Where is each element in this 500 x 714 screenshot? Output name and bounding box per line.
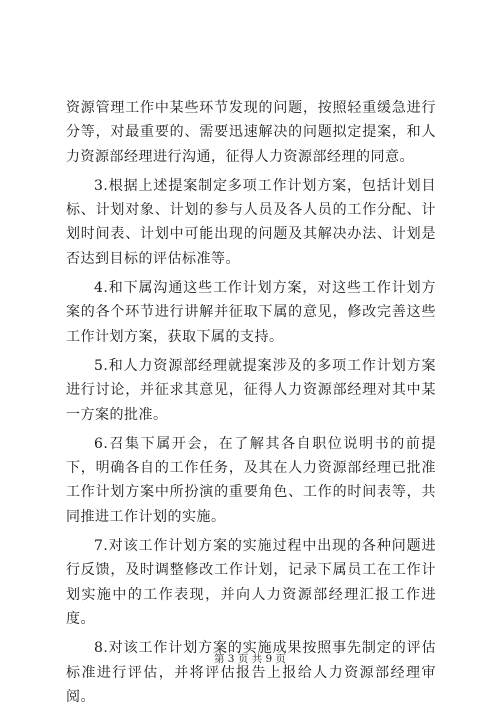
paragraph-item-8: 8.对该工作计划方案的实施成果按照事先制定的评估标准进行评估，并将评估报告上报给人力资源部经理审阅。 — [66, 640, 436, 705]
paragraph-item-3: 3.根据上述提案制定多项工作计划方案，包括计划目标、计划对象、计划的参与人员及各人员的工作分配、计划时间表、计划中可能出现的问题及其解决办法、计划是否达到目标的评估标准等。 — [66, 177, 436, 267]
document-body — [66, 96, 436, 714]
paragraph-item-4: 4.和下属沟通这些工作计划方案，对这些工作计划方案的各个环节进行讲解并征取下属的意见，修改完善这些工作计划方案，获取下属的支持。 — [66, 280, 436, 345]
paragraph-item-5: 5.和人力资源部经理就提案涉及的多项工作计划方案进行讨论，并征求其意见，征得人力资源部经理对其中某一方案的批准。 — [66, 357, 436, 423]
paragraph-continuation: 资源管理工作中某些环节发现的问题，按照轻重缓急进行分等，对最重要的、需要迅速解决的问题拟定提案，和人力资源部经理进行沟通，征得人力资源部经理的同意。 — [66, 100, 436, 165]
paragraph-item-7: 7.对该工作计划方案的实施过程中出现的各种问题进行反馈，及时调整修改工作计划，记录下属员工在工作计划实施中的工作表现，并向人力资源部经理汇报工作进度。 — [66, 538, 436, 627]
page-number-footer: 第 3 页 共 9 页 — [213, 653, 287, 665]
paragraph-item-6: 6.召集下属开会，在了解其各自职位说明书的前提下，明确各自的工作任务，及其在人力资源部经理已批准工作计划方案中所扮演的重要角色、工作的时间表等，共同推进工作计划的实施。 — [66, 435, 436, 525]
